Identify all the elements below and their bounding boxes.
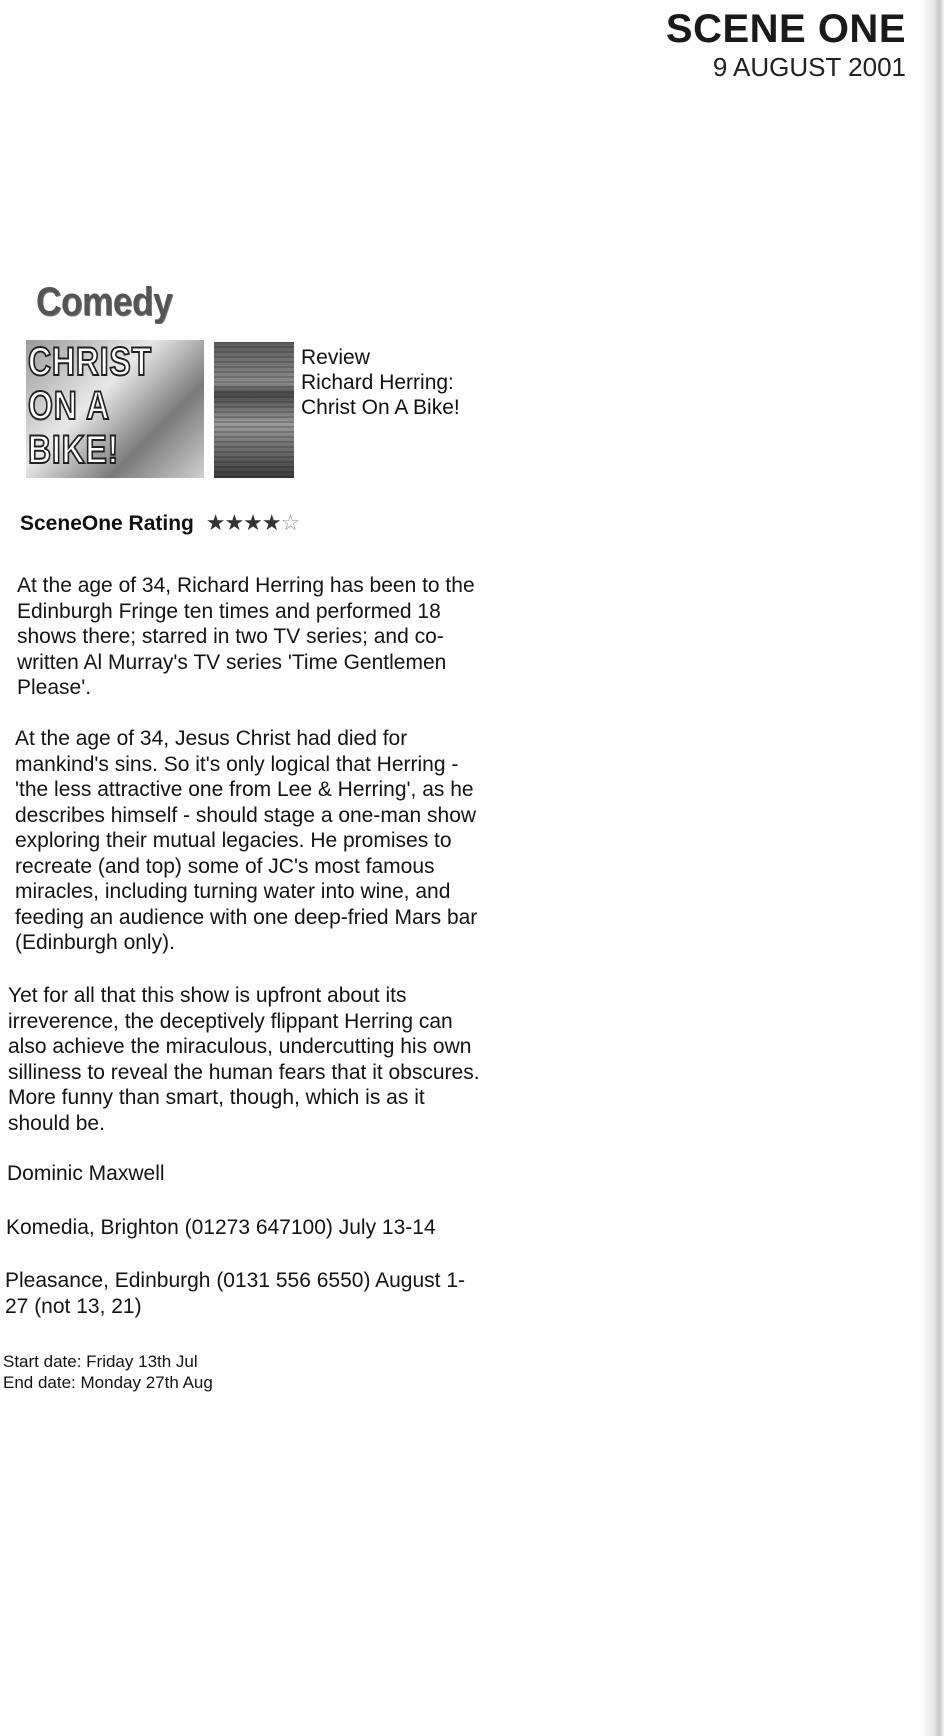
start-date: Start date: Friday 13th Jul (3, 1352, 198, 1371)
review-label: Review (301, 346, 370, 369)
review-title-line1: Richard Herring: (301, 371, 454, 394)
star-empty-icon: ☆ (280, 510, 300, 535)
publication-date: 9 AUGUST 2001 (712, 52, 906, 82)
venue-edinburgh: Pleasance, Edinburgh (0131 556 6550) August 1-27 (not 13, 21) (5, 1269, 466, 1318)
review-header (301, 345, 460, 420)
scene-photo (214, 342, 294, 478)
page-edge-shadow (922, 0, 944, 1736)
poster-lettering: CHRIST ON A BIKE! (28, 340, 152, 472)
body-paragraph-2: At the age of 34, Jesus Christ had died for mankind's sins. So it's only logical that Herring - 'the less attractive one from Lee & Herring', as he describes himself - should stage a one-man show exploring their mutual legacies. He promises to recreate (and top) some of JC's most famous miracles, including turning water into wine, and feeding an audience with one deep-fried Mars bar (Edinburgh only). (15, 727, 478, 954)
review-title-line2: Christ On A Bike! (301, 396, 460, 419)
rating-label: SceneOne Rating (20, 512, 194, 535)
rating-row (20, 510, 299, 536)
venue-brighton: Komedia, Brighton (01273 647100) July 13-14 (6, 1216, 436, 1239)
star-filled-icon: ★★★★ (205, 510, 281, 535)
body-paragraph-1: At the age of 34, Richard Herring has been to the Edinburgh Fringe ten times and performed 18 shows there; starred in two TV series; and co-written Al Murray's TV series 'Time Gentlemen Please'. (17, 574, 475, 699)
end-date: End date: Monday 27th Aug (3, 1373, 213, 1392)
author-name: Dominic Maxwell (7, 1162, 165, 1185)
run-dates (3, 1351, 213, 1393)
masthead (666, 8, 906, 82)
publication-title: SCENE ONE (665, 7, 906, 51)
poster-image (26, 340, 204, 478)
body-paragraph-3: Yet for all that this show is upfront about its irreverence, the deceptively flippant Herring can also achieve the miraculous, undercutting his own silliness to reveal the human fears that it obscures. More funny than smart, though, which is as it should be. (8, 984, 480, 1135)
rating-stars (206, 510, 300, 535)
section-heading: Comedy (36, 280, 173, 324)
